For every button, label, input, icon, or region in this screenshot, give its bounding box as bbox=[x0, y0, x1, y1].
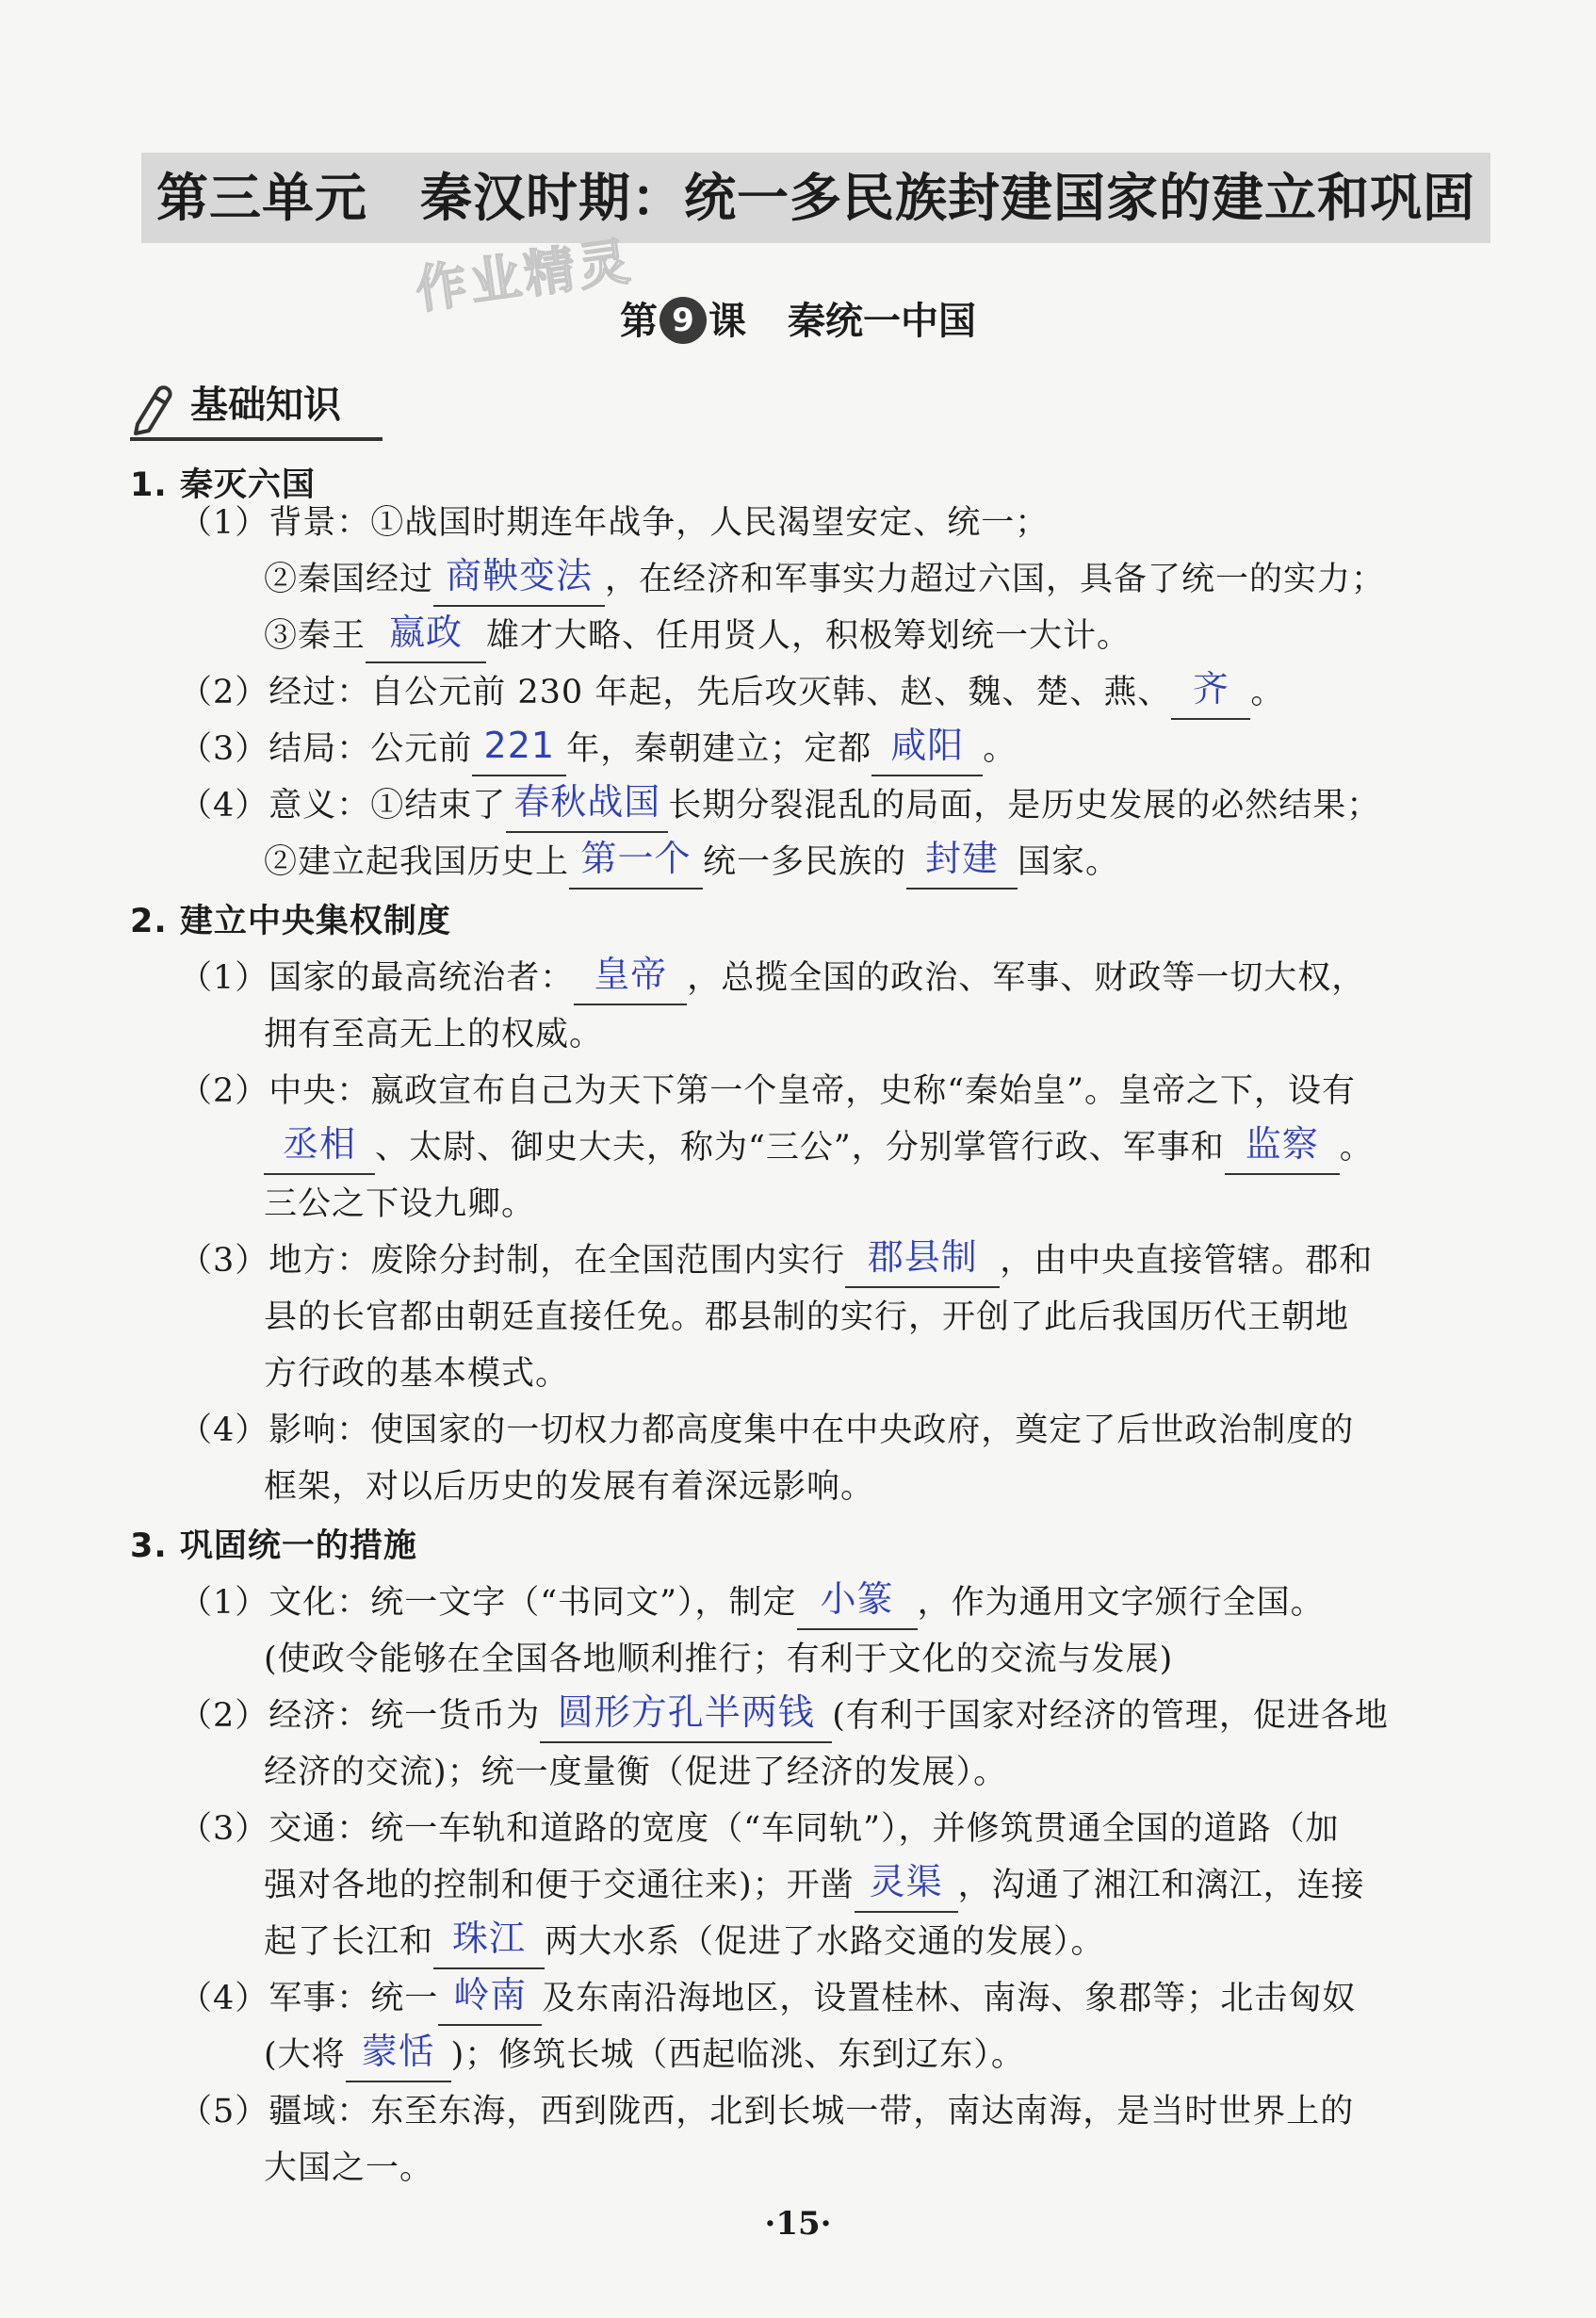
text-line bbox=[264, 1346, 569, 1402]
page-number: ·15· bbox=[764, 2205, 832, 2243]
handwritten-answer: 春秋战国 bbox=[513, 781, 661, 823]
text-line bbox=[179, 1063, 1356, 1119]
unit-title: 第三单元 秦汉时期：统一多民族封建国家的建立和巩固 bbox=[141, 153, 1490, 243]
answer-blank bbox=[1171, 668, 1250, 720]
handwritten-answer: 封建 bbox=[925, 838, 1000, 879]
line-text: （3）交通：统一车轨和道路的宽度（“车同轨”），并修筑贯通全国的道路（加 bbox=[179, 1810, 1340, 1848]
line-text: （1）国家的最高统治者： bbox=[179, 959, 575, 997]
text-line bbox=[264, 551, 1385, 608]
line-text: （2）经济：统一货币为 bbox=[179, 1697, 541, 1735]
text-line bbox=[179, 495, 1049, 551]
answer-blank bbox=[871, 725, 983, 776]
line-text: 县的长官都由朝廷直接任免。郡县制的实行，开创了此后我国历代王朝地 bbox=[264, 1298, 1350, 1336]
answer-blank bbox=[855, 1861, 958, 1913]
line-text: (使政令能够在全国各地顺利推行；有利于文化的交流与发展) bbox=[264, 1641, 1174, 1678]
text-line bbox=[179, 1970, 1356, 2027]
text-line bbox=[264, 834, 1119, 890]
line-text: ，总揽全国的政治、军事、财政等一切大权， bbox=[687, 959, 1366, 997]
line-text: 经济的交流)；统一度量衡（促进了经济的发展）。 bbox=[264, 1754, 1008, 1791]
text-line bbox=[264, 1006, 603, 1063]
text-line bbox=[264, 1176, 535, 1232]
line-text: （3）地方：废除分封制，在全国范围内实行 bbox=[179, 1242, 846, 1280]
text-line bbox=[264, 1744, 1007, 1801]
line-text: （5）疆域：东至东海，西到陇西，北到长城一带，南达南海，是当时世界上的 bbox=[179, 2093, 1355, 2130]
text-line bbox=[179, 664, 1284, 721]
text-line bbox=[264, 1119, 1374, 1176]
line-text: （1）背景：①战国时期连年战争，人民渴望安定、统一； bbox=[179, 504, 1050, 542]
answer-blank bbox=[574, 954, 687, 1005]
line-text: 方行政的基本模式。 bbox=[264, 1355, 570, 1393]
text-line bbox=[179, 777, 1380, 834]
text-line bbox=[264, 2027, 1025, 2083]
handwritten-answer: 第一个 bbox=[580, 838, 692, 879]
handwritten-answer: 灵渠 bbox=[869, 1861, 943, 1902]
line-text: ③秦王 bbox=[264, 617, 366, 655]
line-text: 。 bbox=[983, 730, 1018, 768]
answer-blank bbox=[433, 555, 605, 607]
text-line bbox=[130, 893, 451, 950]
line-text: 。 bbox=[1250, 674, 1285, 711]
answer-blank bbox=[845, 1236, 1000, 1288]
text-line bbox=[264, 1459, 874, 1515]
answer-blank bbox=[264, 1123, 375, 1175]
handwritten-answer: 嬴政 bbox=[389, 612, 464, 653]
line-text: 框架，对以后历史的发展有着深远影响。 bbox=[264, 1468, 875, 1506]
lesson-suffix: 课 bbox=[708, 300, 746, 343]
text-line bbox=[264, 1857, 1365, 1914]
line-text: （2）中央：嬴政宣布自己为天下第一个皇帝，史称“秦始皇”。皇帝之下，设有 bbox=[179, 1072, 1357, 1110]
handwritten-answer: 221 bbox=[483, 725, 556, 766]
line-text: (有利于国家对经济的管理，促进各地 bbox=[832, 1697, 1389, 1735]
line-text: 两大水系（促进了水路交通的发展）。 bbox=[545, 1923, 1105, 1961]
line-text: （1）文化：统一文字（“书同文”），制定 bbox=[179, 1584, 797, 1622]
line-text: 起了长江和 bbox=[264, 1923, 434, 1961]
handwritten-answer: 皇帝 bbox=[594, 954, 668, 995]
answer-blank bbox=[1225, 1123, 1340, 1175]
text-line bbox=[179, 1402, 1354, 1459]
section-heading bbox=[130, 375, 383, 441]
answer-blank bbox=[906, 838, 1018, 890]
handwritten-answer: 齐 bbox=[1192, 668, 1230, 710]
handwritten-answer: 丞相 bbox=[282, 1123, 356, 1165]
text-line bbox=[179, 2083, 1354, 2140]
line-text: 拥有至高无上的权威。 bbox=[264, 1016, 604, 1053]
lesson-prefix: 第 bbox=[620, 300, 658, 343]
text-line bbox=[179, 1801, 1340, 1857]
pencil-icon bbox=[130, 383, 175, 435]
line-text: 三公之下设九卿。 bbox=[264, 1185, 536, 1223]
lesson-number-badge: 9 bbox=[660, 297, 707, 344]
answer-blank bbox=[540, 1691, 832, 1743]
text-line bbox=[264, 1631, 1173, 1688]
text-line bbox=[264, 608, 1131, 664]
watermark: 作业精灵 bbox=[412, 231, 637, 320]
handwritten-answer: 蒙恬 bbox=[361, 2031, 435, 2072]
answer-blank bbox=[569, 838, 703, 890]
answer-blank bbox=[506, 781, 668, 833]
line-text: （4）军事：统一 bbox=[179, 1980, 439, 2017]
text-line bbox=[264, 1914, 1105, 1970]
line-text: 及东南沿海地区，设置桂林、南海、象郡等；北击匈奴 bbox=[542, 1980, 1357, 2017]
text-line bbox=[179, 950, 1365, 1006]
line-text: 2. 建立中央集权制度 bbox=[130, 903, 451, 940]
section-label: 基础知识 bbox=[190, 384, 341, 427]
line-text: （3）结局：公元前 bbox=[179, 730, 473, 768]
line-text: 年，秦朝建立；定都 bbox=[566, 730, 872, 768]
answer-blank bbox=[433, 1918, 545, 1969]
line-text: 1. 秦灭六国 bbox=[130, 466, 316, 504]
handwritten-answer: 珠江 bbox=[452, 1918, 527, 1959]
line-text: 长期分裂混乱的局面，是历史发展的必然结果； bbox=[668, 787, 1381, 824]
line-text: （4）意义：①结束了 bbox=[179, 787, 507, 824]
lesson-name: 秦统一中国 bbox=[788, 300, 976, 343]
line-text: 统一多民族的 bbox=[703, 843, 907, 881]
text-line bbox=[179, 721, 1017, 777]
handwritten-answer: 小篆 bbox=[820, 1578, 894, 1620]
line-text: ②秦国经过 bbox=[264, 561, 434, 598]
answer-blank bbox=[438, 1974, 542, 2026]
handwritten-answer: 咸阳 bbox=[890, 725, 965, 766]
handwritten-answer: 岭南 bbox=[453, 1974, 528, 2016]
lesson-title bbox=[0, 288, 1596, 354]
answer-blank bbox=[472, 725, 566, 776]
answer-blank bbox=[346, 2031, 451, 2082]
text-line bbox=[179, 1232, 1373, 1289]
answer-blank bbox=[797, 1578, 918, 1630]
line-text: 国家。 bbox=[1018, 843, 1120, 881]
line-text: ，由中央直接管辖。郡和 bbox=[1000, 1242, 1374, 1280]
answer-blank bbox=[366, 612, 486, 663]
handwritten-answer: 郡县制 bbox=[867, 1236, 978, 1278]
line-text: ，作为通用文字颁行全国。 bbox=[917, 1584, 1325, 1622]
line-text: 雄才大略、任用贤人，积极筹划统一大计。 bbox=[486, 617, 1132, 655]
line-text: 。 bbox=[1339, 1129, 1374, 1167]
line-text: ，在经济和军事实力超过六国，具备了统一的实力； bbox=[605, 561, 1386, 598]
line-text: ②建立起我国历史上 bbox=[264, 843, 570, 881]
text-line bbox=[130, 1518, 417, 1575]
line-text: 大国之一。 bbox=[264, 2149, 434, 2187]
line-text: (大将 bbox=[264, 2036, 346, 2074]
text-line bbox=[264, 2140, 433, 2196]
line-text: )；修筑长城（西起临洮、东到辽东）。 bbox=[450, 2036, 1025, 2074]
line-text: 、太尉、御史大夫，称为“三公”，分别掌管行政、军事和 bbox=[375, 1129, 1225, 1167]
text-line bbox=[179, 1575, 1325, 1631]
line-text: 强对各地的控制和便于交通往来)；开凿 bbox=[264, 1867, 855, 1904]
line-text: （4）影响：使国家的一切权力都高度集中在中央政府，奠定了后世政治制度的 bbox=[179, 1412, 1355, 1449]
line-text: 3. 巩固统一的措施 bbox=[130, 1527, 417, 1565]
handwritten-answer: 圆形方孔半两钱 bbox=[557, 1691, 815, 1733]
line-text: （2）经过：自公元前 230 年起，先后攻灭韩、赵、魏、楚、燕、 bbox=[179, 674, 1172, 711]
text-line bbox=[179, 1688, 1389, 1744]
handwritten-answer: 商鞅变法 bbox=[446, 555, 594, 596]
line-text: ，沟通了湘江和漓江，连接 bbox=[957, 1867, 1365, 1904]
handwritten-answer: 监察 bbox=[1245, 1123, 1319, 1165]
text-line bbox=[264, 1289, 1349, 1346]
